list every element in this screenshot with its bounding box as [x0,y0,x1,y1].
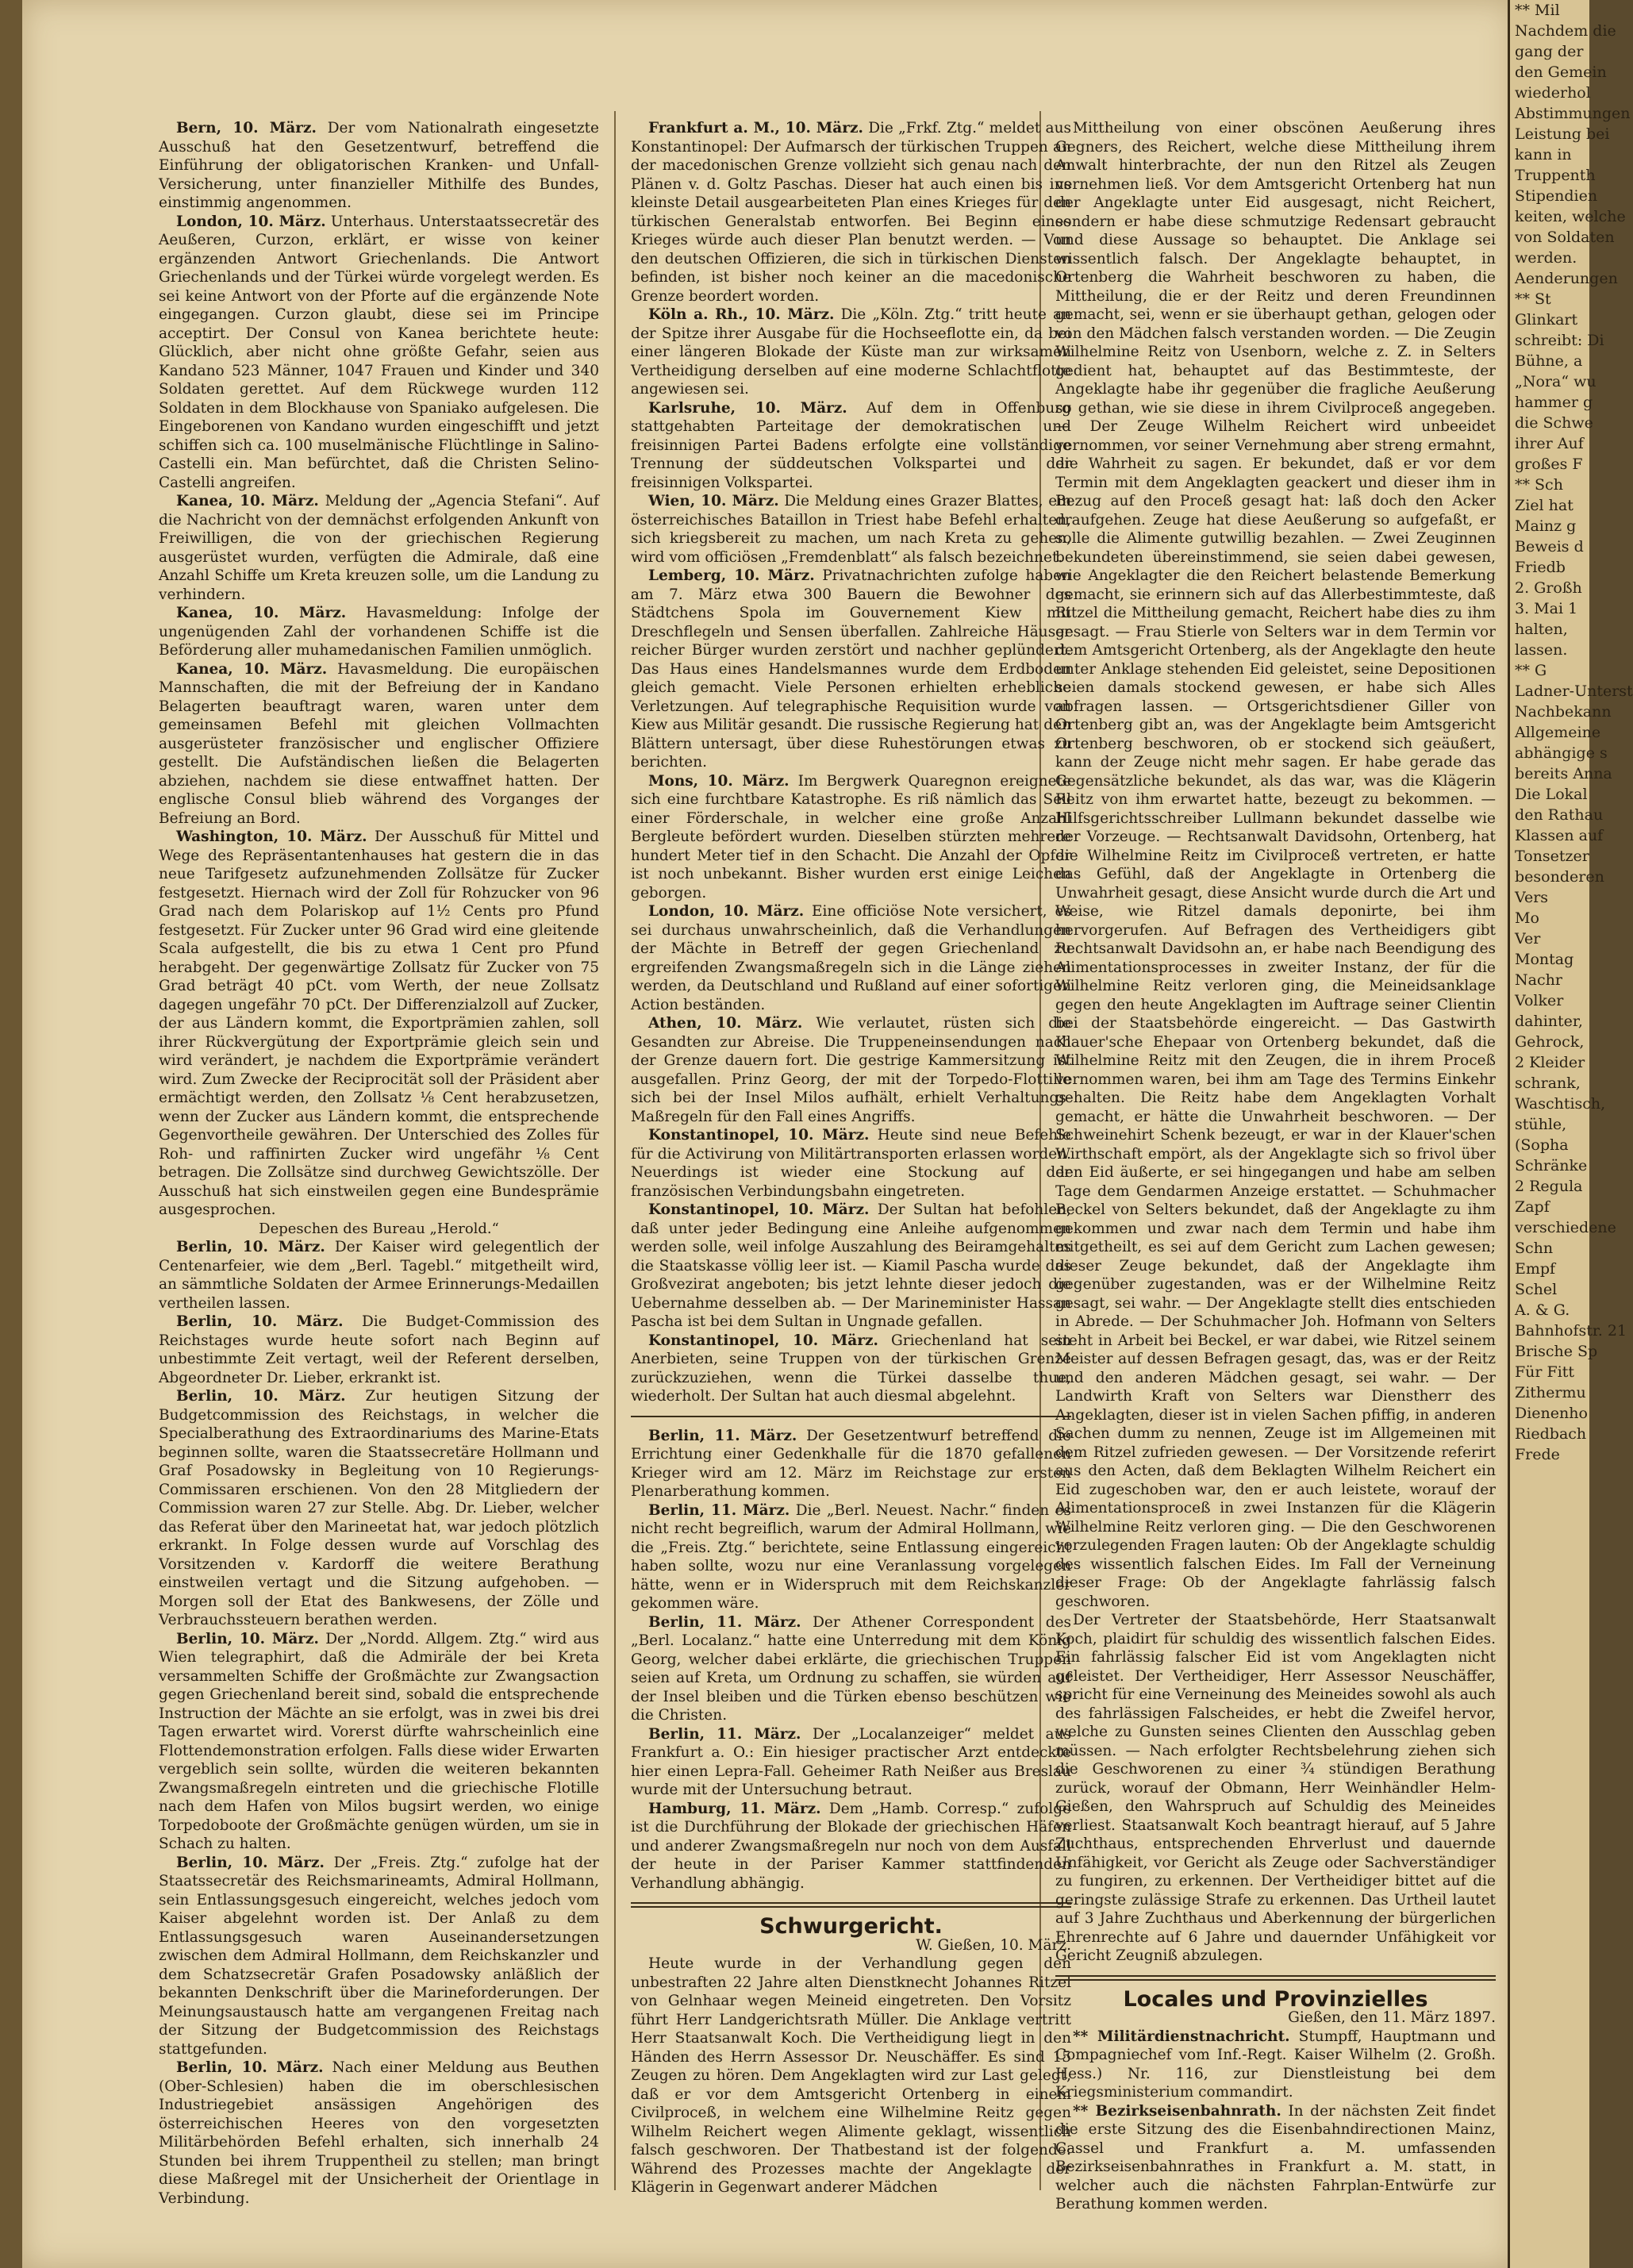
edge-fragment: Schränke [1515,1157,1588,1174]
article-text: Im Bergwerk Quaregnon ereignete sich eine furchtbare Katastrophe. Es riß nämlich das Seil einer Förderschale, in welcher eine große Anzahl Bergleute befördert wurden. Dieselben stürzten mehrere hundert Meter tief in den Schacht. Die Anzahl der Opfer ist noch unbekannt. Bisher wurden erst einige Leichen geborgen. [631,772,1071,901]
edge-fragment: Schn [1515,1240,1554,1257]
edge-fragment: Zithermu [1515,1384,1586,1401]
section-double-rule [631,1902,1071,1908]
dateline: Berlin, 10. März. [176,1239,325,1255]
dateline: Konstantinopel, 10. März. [648,1332,878,1349]
edge-fragment: Aenderungen [1515,270,1618,287]
edge-fragment: 3. Mai 1 [1515,600,1578,617]
article-text: Havasmeldung: Infolge der ungenügenden Zahl der vorhandenen Schiffe ist die Beförderung aller muhamedanischen Familien unmöglich. [159,605,599,659]
edge-fragment: Klassen auf [1515,827,1604,844]
column-1 [159,119,599,2246]
separator-rule [631,1416,1071,1417]
edge-fragment: abhängige s [1515,744,1608,762]
edge-fragment: bereits Anna [1515,765,1612,782]
edge-fragment: keiten, welche [1515,208,1626,225]
article-paragraph [1055,119,1496,1611]
edge-fragment: ** G [1515,662,1547,679]
edge-fragment: großes F [1515,456,1583,473]
edge-fragment: schrank, [1515,1074,1581,1092]
article-text: Havasmeldung. Die europäischen Mannschaften, die mit der Befreiung der in Kandano Belagerten beauftragt waren, waren unter dem gemeinsamen Befehl mit gleichen Vollmachten ausgerüsteter französischer und englischer Offiziere gestellt. Die Aufständischen ließen die Belagerten abziehen, nachdem sie diese entwaffnet hatten. Der englische Consul blieb während des Vorganges der Befreiung an Bord. [159,660,599,827]
article-text: Der Athener Correspondent des „Berl. Localanz.“ hatte eine Unterredung mit dem König Georg, welcher dabei erklärte, die griechischen Truppen seien auf Kreta, um Ordnung zu schaffen, sie würden auf der Insel bleiben und die Türken ebenso beschützen wie die Christen. [631,1613,1072,1724]
article-paragraph [631,1955,1071,2197]
edge-fragment: hammer g [1515,394,1593,411]
edge-fragment: Truppenth [1515,167,1596,184]
article-text: Auf dem in Offenburg stattgehabten Parteitage der demokratischen und freisinnigen Partei Badens erfolgte eine vollständige Trennung der süddeutschen Volkspartei und der freisinnigen Volkspartei. [631,399,1071,491]
dateline: Berlin, 10. März. [176,1854,325,1871]
edge-fragment: „Nora“ wu [1515,373,1596,390]
dateline: Berlin, 10. März. [176,2059,324,2076]
edge-fragment: 2 Regula [1515,1178,1583,1195]
article-text: Heute wurde in der Verhandlung gegen den unbestraften 22 Jahre alten Dienstknecht Johannes Ritzel von Gelnhaar wegen Meineid eingetreten. Den Vorsitz führt Herr Landgerichtsrath Müller. Die Anklage vertritt Herr Staatsanwalt Koch. Die Vertheidigung liegt in den Händen des Herrn Assessor Dr. Neuschäffer. Es sind 15 Zeugen zu hören. Dem Angeklagten wird zur Last gelegt, daß er vor dem Amtsgericht Ortenberg in einem Civilproceß, in welchem eine Wilhelmine Reitz gegen Wilhelm Reichert wegen Alimente geklagt, wissentlich falsch geschworen. Der Thatbestand ist der folgende: Während des Prozesses machte der Angeklagte der Klägerin in Gegenwart anderer Mädchen [631,1955,1071,2196]
edge-fragment: Zapf [1515,1198,1550,1216]
article-text: Die „Frkf. Ztg.“ meldet aus Konstantinopel: Der Aufmarsch der türkischen Truppen an der macedonischen Grenze vollzieht sich genau nach den Plänen v. d. Goltz Paschas. Dieser hat auch einen bis ins kleinste Detail ausgearbeiteten Plan eines Krieges für den türkischen Generalstab entworfen. Bei Beginn eines Krieges würde auch dieser Plan benutzt werden. — Von den deutschen Offizieren, die sich in türkischen Diensten befinden, ist bisher noch keiner an die macedonische Grenze beordert worden. [631,120,1071,305]
dateline: Köln a. Rh., 10. März. [648,306,835,323]
edge-fragment: Ver [1515,930,1541,948]
dateline: ** Bezirkseisenbahnrath. [1073,2102,1281,2120]
article-paragraph [159,119,599,213]
article-paragraph [159,1630,599,1854]
dateline: Berlin, 11. März. [648,1427,797,1444]
edge-fragment: Mainz g [1515,517,1577,535]
article-paragraph [631,1332,1071,1406]
edge-fragment: Gehrock, [1515,1033,1585,1051]
article-text: Eine officiöse Note versichert, es sei durchaus unwahrscheinlich, daß die Verhandlungen der Mächte in Betreff der gegen Griechenland zu ergreifenden Zwangsmaßregeln sich in die Länge ziehen werden, da Deutschland und Rußland auf einer sofortigen Action beständen. [631,903,1071,1013]
dateline: Berlin, 11. März. [648,1501,790,1519]
article-paragraph [1055,2028,1496,2102]
edge-fragment: Brische Sp [1515,1343,1598,1360]
edge-fragment: werden. [1515,249,1577,267]
edge-fragment: Mo [1515,909,1539,927]
dateline: Lemberg, 10. März. [648,567,815,584]
article-text: Der Vertreter der Staatsbehörde, Herr Staatsanwalt Koch, plaidirt für schuldig des wissentlich falschen Eides. Ein fahrlässig falscher Eid ist vom Angeklagten nicht geleistet. Der Vertheidiger, Herr Assessor Neuschäffer, spricht für eine Verneinung des Meineides sowohl als auch des fahrlässigen Falscheides, er hebt die Zweifel hervor, welche zu Gunsten seines Clienten den Ausschlag geben müssen. — Nach erfolgter Rechtsbelehrung ziehen sich die Geschworenen zu einer ¾ stündigen Berathung zurück, worauf der Obmann, Herr Weinhändler Helm-Gießen, den Wahrspruch auf Schuldig des Meineides verliest. Staatsanwalt Koch beantragt hierauf, auf 5 Jahre Zuchthaus, entsprechenden Ehrverlust und dauernde Unfähigkeit, vor Gericht als Zeuge oder Sachverständiger zu fungiren, zu erkennen. Der Vertheidiger bittet auf die geringste zulässige Strafe zu erkennen. Das Urtheil lautet auf 3 Jahre Zuchthaus und Aberkennung der bürgerlichen Ehrenrechte auf 6 Jahre und dauernder Unfähigkeit vor Gericht Zeugniß abzulegen. [1055,1612,1496,1964]
dateline: Konstantinopel, 10. März. [648,1127,870,1144]
edge-fragment: Friedb [1515,559,1566,576]
edge-fragment: Frede [1515,1446,1560,1463]
edge-fragment: von Soldaten [1515,229,1615,246]
edge-fragment: Stipendien [1515,187,1598,205]
dateline: Wien, 10. März. [648,493,779,509]
byline: W. Gießen, 10. März. [916,1936,1071,1954]
article-text: Der „Freis. Ztg.“ zufolge hat der Staatssecretär des Reichsmarineamts, Admiral Hollmann, sein Entlassungsgesuch eingereicht, welches jedoch vom Kaiser abgelehnt worden ist. Der Anlaß zu dem Entlassungsgesuch waren Auseinandersetzungen zwischen dem Admiral Hollmann, dem Reichskanzler und dem Schatzsecretär Grafen Posadowsky anläßlich der bekannten Denkschrift über die Marineforderungen. Der Meinungsaustausch hatte am vergangenen Freitag nach der Sitzung der Budgetcommission des Reichstags stattgefunden. [159,1854,599,2058]
edge-fragment: Volker [1515,992,1564,1009]
edge-fragment: gang der [1515,43,1584,60]
article-text: Der Sultan hat befohlen, daß unter jeder Bedingung eine Anleihe aufgenommen werden solle, weil infolge Auszahlung des Beiramgehaltes die Staatskasse völlig leer ist. — Kiamil Pascha wurde das Großvezirat angeboten; bis jetzt lehnte dieser jedoch die Uebernahme desselben ab. — Der Marineminister Hassan Pascha ist bei dem Sultan in Ungnade gefallen. [631,1201,1072,1330]
article-text: Die Meldung eines Grazer Blattes, ein österreichisches Bataillon in Triest habe Befehl erhalten, sich kriegsbereit zu machen, um nach Kreta zu gehen, wird vom officiösen „Fremdenblatt“ als falsch bezeichnet. [631,493,1071,566]
edge-fragment: schreibt: Di [1515,332,1604,349]
article-text: Mittheilung von einer obscönen Aeußerung ihres Gegners, des Reichert, welche diese Mittheilung ihrem Anwalt hinterbrachte, der nun den Ritzel als Zeugen vernehmen ließ. Vor dem Amtsgericht Ortenberg hat nun der Angeklagte unter Eid ausgesagt, nicht Reichert, sondern er habe diese schmutzige Redensart gebraucht und diese Aussage so behauptet. Die Anklage sei wissentlich falsch. Der Angeklagte behauptet, in Ortenberg die Wahrheit beschworen zu haben, die Mittheilung, die er der Reitz und deren Freundinnen gemacht, sei, wenn er sie überhaupt gethan, gelogen oder von den Mädchen falsch verstanden worden. — Die Zeugin Wilhelmine Reitz von Usenborn, welche z. Z. in Selters gedient hat, behauptet auf das Bestimmteste, der Angeklagte habe ihr gegenüber die fragliche Aeußerung so gethan, wie sie diese in ihrem Civilproceß angegeben. — Der Zeuge Wilhelm Reichert wird unbeeidet vernommen, vor seiner Vernehmung aber streng ermahnt, die Wahrheit zu sagen. Er bekundet, daß er vor dem Termin mit dem Angeklagten geackert und dieser ihm in Bezug auf den Proceß gesagt hat: laß doch den Acker draufgehen. Zeuge hat diese Aeußerung so aufgefaßt, er solle die Alimente gutwillig bezahlen. — Zwei Zeuginnen bekundeten übereinstimmend, sie seien dabei gewesen, wie Angeklagter die den Reichert belastende Bemerkung gemacht, sie erinnern sich auf das Allerbestimmteste, daß Ritzel die Mittheilung gemacht, Reichert habe dies zu ihm gesagt. — Frau Stierle von Selters war in dem Termin vor dem Amtsgericht Ortenberg, als der Angeklagte den heute unter Anklage stehenden Eid geleistet, seine Depositionen seien damals stockend gewesen, er habe sich Alles abfragen lassen. — Ortsgerichtsdiener Giller von Ortenberg gibt an, was der Angeklagte beim Amtsgericht Ortenberg beschworen, ob er stockend sich geäußert, kann der Zeuge nicht mehr sagen. Er habe gerade das Gegensätzliche bekundet, als das war, was die Klägerin Reitz von ihm erwartet hatte, bezeugt zu bekommen. — Hilfsgerichtsschreiber Lullmann bekundet dasselbe wie der Vorzeuge. — Rechtsanwalt Davidsohn, Ortenberg, hat die Wilhelmine Reitz im Civilproceß vertreten, er hatte das Gefühl, daß der Angeklagte in Ortenberg die Unwahrheit gesagt, diese Ansicht wurde durch die Art und Weise, wie Ritzel damals deponirte, bei ihm hervorgerufen. Auf Befragen des Vertheidigers gibt Rechtsanwalt Davidsohn an, er habe nach Beendigung des Alimentationsprocesses in zweiter Instanz, der für die Wilhelmine Reitz verloren ging, die Meineidsanklage gegen den heute Angeklagten im Auftrage seiner Clientin bei der Staatsbehörde eingereicht. — Das Gastwirth Klauer'sche Ehepaar von Ortenberg bekundet, daß die Wilhelmine Reitz mit den Zeugen, die in ihrem Proceß vernommen waren, bei ihm am Tage des Termins Einkehr gehalten. Die Reitz habe dem Angeklagten Vorhalt gemacht, er hätte die Unwahrheit beschworen. — Der Schweinehirt Schenk bezeugt, er war in der Klauer'schen Wirthschaft empört, als der Angeklagte sich so frivol über den Eid äußerte, er sei hingegangen und habe am selben Tage dem Gendarmen Anzeige erstattet. — Schuhmacher Beckel von Selters bekundet, daß der Angeklagte zu ihm gekommen und zwar nach dem Termin und habe ihm mitgetheilt, es sei auf dem Gericht zum Lachen gewesen; dieser Zeuge bekundet, daß der Angeklagte ihm gegenüber zugestanden, was er der Wilhelmine Reitz gesagt, sei wahr. — Der Angeklagte stellt dies entschieden in Abrede. — Der Schuhmacher Joh. Hofmann von Selters steht in Arbeit bei Beckel, er war dabei, wie Ritzel seinem Meister auf dessen Befragen gesagt, das, was er der Reitz und den anderen Mädchen gesagt, sei wahr. — Der Landwirth Kraft von Selters war Dienstherr des Angeklagten, dieser ist in vielen Sachen pfiffig, in anderen Sachen dumm zu nennen, Zeuge ist im Allgemeinen mit dem Ritzel zufrieden gewesen. — Der Vorsitzende referirt aus den Acten, daß dem Beklagten Wilhelm Reichert ein Eid zugeschoben war, den er auch leistete, worauf der Alimentationsproceß in zwei Instanzen für die Klägerin Wilhelmine Reitz verloren ging. — Die den Geschworenen vorzulegenden Fragen lauten: Ob der Angeklagte schuldig des wissentlich falschen Eides. Im Fall der Verneinung dieser Frage: Ob der Angeklagte fahrlässig falsch geschworen. [1055,120,1496,1610]
edge-fragment: (Sopha [1515,1136,1569,1154]
edge-fragment: wiederhol [1515,84,1591,102]
edge-fragment: besonderen [1515,868,1604,886]
article-paragraph [631,119,1071,306]
article-paragraph [1055,1611,1496,1966]
edge-fragment: die Schwe [1515,414,1593,432]
edge-fragment: Allgemeine [1515,724,1601,741]
article-paragraph [1055,2102,1496,2214]
edge-fragment: Nachr [1515,971,1562,989]
article-paragraph [159,1313,599,1387]
article-paragraph [631,1501,1071,1613]
edge-fragment: A. & G. [1515,1301,1570,1319]
article-text: Nach einer Meldung aus Beuthen (Ober-Schlesien) haben die im oberschlesischen Industriegebiet ansässigen Angehörigen des österreichischen Heeres von den vorgesetzten Militärbehörden Befehl erhalten, sich innerhalb 24 Stunden bei ihrem Truppentheil zu stellen; man bringt diese Maßregel mit der Unsicherheit der Orientlage in Verbindung. [159,2059,599,2207]
edge-fragment: verschiedene [1515,1219,1616,1236]
edge-fragment: Beweis d [1515,538,1584,555]
article-paragraph [631,772,1071,903]
edge-fragment: Die Lokal [1515,786,1588,803]
column-2 [631,119,1071,2246]
section-double-rule [1055,1975,1496,1981]
edge-fragment: 2. Großh [1515,579,1582,597]
article-text: Die „Berl. Neuest. Nachr.“ finden es nicht recht begreiflich, warum der Admiral Hollmann, wie die „Freis. Ztg.“ berichtete, seine Entlassung eingereicht haben sollte, wozu nur eine Veranlassung vorgelegen hätte, wenn er in Widerspruch mit dem Reichskanzler gekommen wäre. [631,1501,1071,1612]
edge-fragment: ** Sch [1515,476,1563,494]
edge-fragment: Abstimmungen [1515,105,1631,122]
article-paragraph [631,1800,1071,1893]
edge-fragment: ihrer Auf [1515,435,1584,452]
article-paragraph [159,213,599,493]
article-text: In der nächsten Zeit findet die erste Sitzung des die Eisenbahndirectionen Mainz, Cassel und Frankfurt a. M. umfassenden Bezirkseisenbahnrathes in Frankfurt a. M. statt, in welcher auch die nächsten Fahrplan-Entwürfe zur Berathung kommen werden. [1055,2102,1496,2212]
edge-fragment: kann in [1515,146,1572,163]
article-paragraph [159,1854,599,2059]
edge-fragment: Vers [1515,889,1549,906]
article-text: Unterhaus. Unterstaatssecretär des Aeußeren, Curzon, erklärt, er wisse von keiner ergänzenden Antwort Griechenlands. Die Antwort Griechenlands und der Türkei würde vorgelegt werden. Es sei keine Antwort von der Pforte auf die ergänzende Note eingegangen. Curzon glaubt, diese sei im Principe acceptirt. Der Consul von Kanea berichtete heute: Glücklich, aber nicht ohne größte Gefahr, seien aus Kandano 523 Männer, 1047 Frauen und Kinder und 340 Soldaten gerettet. Auf dem Rückwege wurden 112 Soldaten in dem Blockhause von Spaniako aufgelesen. Die Eingeborenen von Kandano wurden eingeschifft und jetzt schiffen sich ca. 100 muselmänische Flüchtlinge in Salino-Castelli ein. Man befürchtet, daß die Christen Selino-Castelli angreifen. [159,213,599,491]
article-text: Der Gesetzentwurf betreffend die Errichtung einer Gedenkhalle für die 1870 gefallenen Krieger wird am 12. März im Reichstage zur ersten Plenarberathung kommen. [631,1427,1071,1500]
article-paragraph [631,1725,1071,1800]
dateline: Hamburg, 11. März. [648,1800,821,1817]
dateline: London, 10. März. [648,903,805,920]
edge-fragment: stühle, [1515,1116,1567,1133]
dateline: Athen, 10. März. [648,1015,803,1032]
dateline: Frankfurt a. M., 10. März. [648,120,863,136]
article-paragraph [159,1387,599,1630]
edge-fragment: lassen. [1515,641,1568,659]
sub-heading: Depeschen des Bureau „Herold.“ [259,1220,499,1237]
dateline: Bern, 10. März. [176,120,317,136]
article-text: Dem „Hamb. Corresp.“ zufolge ist die Durchführung der Blokade der griechischen Häfen und anderer Zwangsmaßregeln nur noch von dem Ausfall der heute in der Pariser Kammer stattfindenden Verhandlung abhängig. [631,1800,1071,1892]
edge-fragment: Bahnhofstr. 21 [1515,1322,1627,1340]
article-paragraph [631,567,1071,772]
edge-fragment: halten, [1515,621,1568,638]
dateline: Berlin, 11. März. [648,1725,801,1743]
article-paragraph [631,399,1071,493]
edge-fragment: Leistung bei [1515,125,1610,143]
dateline: Kanea, 10. März. [176,605,347,621]
section-heading: Locales und Provinzielles [1123,1986,1428,2012]
edge-fragment: 2 Kleider [1515,1054,1585,1071]
article-text: Zur heutigen Sitzung der Budgetcommission des Reichstags, in welcher die Specialberathung des Extraordinariums des Marine-Etats beginnen sollte, waren die Staatssecretäre Hollmann und Graf Posadowsky in Begleitung von 10 Regierungs-Commissaren erschienen. Von den 28 Mitgliedern der Commission waren 27 zur Stelle. Abg. Dr. Lieber, welcher das Referat über den Marineetat hat, war jedoch plötzlich erkrankt. In Folge dessen wurde auf Vorschlag des Vorsitzenden v. Kardorff die weitere Berathung einstweilen vertagt und die Sitzung aufgehoben. — Morgen soll der Etat des Bankwesens, der Zölle und Verbrauchssteuern berathen werden. [159,1388,599,1628]
article-paragraph [631,902,1071,1014]
article-text: Griechenland hat sein Anerbieten, seine Truppen von der türkischen Grenze zurückzuziehen, wenn die Türkei dasselbe thue, wiederholt. Der Sultan hat auch diesmal abgelehnt. [631,1332,1071,1405]
edge-fragment: Tonsetzer [1515,848,1589,865]
edge-fragment: Ladner-Unterst [1515,682,1633,700]
article-text: Die „Köln. Ztg.“ tritt heute an der Spitze ihrer Ausgabe für die Hochseeflotte ein, da bei einer längeren Blokade der Küste man zur wirksamen Vertheidigung derselben auf eine moderne Schlachtflotte angewiesen sei. [631,306,1071,398]
article-paragraph [159,660,599,828]
edge-fragment: Riedbach [1515,1425,1587,1443]
edge-fragment: ** St [1515,290,1551,308]
edge-fragment: Nachbekann [1515,703,1612,721]
article-paragraph [159,828,599,1220]
dateline: Kanea, 10. März. [176,493,319,509]
article-text: Der vom Nationalrath eingesetzte Ausschuß hat den Gesetzentwurf, betreffend die Einführung der obligatorischen Kranken- und Unfall-Versicherung, unter finanzieller Mithilfe des Bundes, einstimmig angenommen. [159,120,599,211]
edge-fragment: Empf [1515,1260,1556,1278]
article-paragraph [631,1613,1071,1725]
article-text: Der Kaiser wird gelegentlich der Centenarfeier, wie dem „Berl. Tagebl.“ mitgetheilt wird, an sämmtliche Soldaten der Armee Erinnerungs-Medaillen vertheilen lassen. [159,1239,599,1312]
dateline: Berlin, 10. März. [176,1313,344,1330]
edge-fragment: Dienenho [1515,1405,1588,1422]
article-text: Der „Localanzeiger“ meldet aus Frankfurt a. O.: Ein hiesiger practischer Arzt entdeckte hier einen Lepra-Fall. Geheimer Rath Neißer aus Breslau wurde mit der Untersuchung betraut. [631,1725,1071,1798]
dateline: Karlsruhe, 10. März. [648,399,847,417]
section-heading: Schwurgericht. [759,1914,943,1939]
article-paragraph [631,492,1071,567]
column-3 [1055,119,1496,2246]
edge-fragment: ** Mil [1515,2,1560,19]
adjacent-page-edge [1508,0,1633,2268]
dateline: Mons, 10. März. [648,772,790,790]
dateline: Kanea, 10. März. [176,660,328,678]
article-text: Der „Nordd. Allgem. Ztg.“ wird aus Wien telegraphirt, daß die Admiräle der bei Kreta versammelten Schiffe der Großmächte zur Zwangsaction gegen Griechenland bereit sind, sobald die entsprechende Instruction der Mächte an sie erfolgt, was in zwei bis drei Tagen erwartet wird. Vorerst dürfte wahrscheinlich eine Flottendemonstration erfolgen. Falls diese wider Erwarten vergeblich sein sollte, würden die weiteren bekannten Zwangsmaßregeln eintreten und die griechische Flotille nach dem Hafen von Milos bugsirt werden, wo einige Torpedoboote der Großmächte genügen würden, um sie in Schach zu halten. [159,1630,599,1852]
edge-fragment: dahinter, [1515,1013,1583,1030]
edge-fragment: Waschtisch, [1515,1095,1606,1113]
article-paragraph [631,1427,1071,1501]
article-paragraph [159,1238,599,1313]
column-rule [614,111,616,2190]
article-paragraph [631,306,1071,399]
dateline: Washington, 10. März. [176,828,367,845]
edge-fragment: den Gemein [1515,63,1607,81]
edge-fragment: Glinkart [1515,311,1578,329]
dateline: Berlin, 10. März. [176,1388,346,1405]
article-text: Privatnachrichten zufolge haben am 7. März etwa 300 Bauern die Bewohner des Städtchens Spola im Gouvernement Kiew mit Dreschflegeln und Sensen überfallen. Zahlreiche Häuser reicher Bürger wurden zerstört und nachher geplündert. Das Haus eines Handelsmannes wurde dem Erdboden gleich gemacht. Viele Personen erhielten erhebliche Verletzungen. Auf telegraphische Requisition wurde von Kiew aus Militär gesandt. Die russische Regierung hat den Blättern untersagt, über diese Ruhestörungen etwas zu berichten. [631,567,1071,771]
edge-fragment: Bühne, a [1515,352,1583,370]
article-text: Heute sind neue Befehle für die Activirung von Militärtransporten erlassen worden. Neuerdings ist wieder eine Stockung auf der französischen Verbindungsbahn eingetreten. [631,1127,1071,1200]
article-text: Die Budget-Commission des Reichstages wurde heute sofort nach Beginn auf unbestimmte Zeit vertagt, weil der Referent derselben, Abgeordneter Dr. Lieber, erkrankt ist. [159,1313,600,1386]
edge-fragment: Montag [1515,951,1574,968]
dateline: Berlin, 11. März. [648,1613,801,1631]
dateline: London, 10. März. [176,213,326,230]
article-text: Stumpff, Hauptmann und Compagniechef vom Inf.-Regt. Kaiser Wilhelm (2. Großh. Hess.) Nr. 116, zur Dienstleistung bei dem Kriegsministerium commandirt. [1055,2028,1497,2101]
article-text: Der Ausschuß für Mittel und Wege des Repräsentantenhauses hat gestern die in das neue Tarifgesetz aufzunehmenden Zollsätze für Zucker festgesetzt. Hiernach wird der Zoll für Rohzucker von 96 Grad nach dem Polariskop auf 1½ Cents pro Pfund festgesetzt. Für Zucker unter 96 Grad wird eine gleitende Scala aufgestellt, die bis zu etwa 1 Cent pro Pfund herabgeht. Der gegenwärtige Zollsatz für Zucker von 75 Grad beträgt 40 pCt. vom Werth, der neue Zollsatz dagegen ungefähr 70 pCt. Der Differenzialzoll auf Zucker, der aus Ländern kommt, die Exportprämien zahlen, soll ihrer Rückvergütung der Exportprämie gleich sein und wird verändert, je nachdem die Exportprämie verändert wird. Zum Zwecke der Reciprocität soll der Präsident aber ermächtigt werden, den Zollsatz ⅛ Cent herabzusetzen, wenn der Zucker aus Ländern kommt, die entsprechende Gegenvortheile gewähren. Der Unterschied des Zolles für Roh- und raffinirten Zucker wird ungefähr ⅛ Cent betragen. Die Zollsätze sind durchweg Gewichtszölle. Der Ausschuß hat sich einstweilen gegen eine Bundesprämie ausgesprochen. [159,828,600,1218]
article-text: Wie verlautet, rüsten sich die Gesandten zur Abreise. Die Truppeneinsendungen nach der Grenze dauern fort. Die gestrige Kammersitzung ist ausgefallen. Prinz Georg, der mit der Torpedo-Flottille sich bei der Insel Milos aufhält, erhielt Verhaltungs-Maßregeln für den Fall eines Angriffs. [631,1015,1071,1125]
article-paragraph [631,1126,1071,1201]
article-paragraph [159,2058,599,2208]
dateline: Konstantinopel, 10. März. [648,1201,870,1218]
article-paragraph [159,492,599,604]
edge-fragment: Schel [1515,1281,1558,1298]
dateline: ** Militärdienstnachricht. [1073,2028,1290,2045]
article-paragraph [159,604,599,660]
article-paragraph [631,1201,1071,1332]
edge-fragment: Ziel hat [1515,497,1573,514]
edge-fragment: Für Fitt [1515,1363,1575,1381]
article-text: Meldung der „Agencia Stefani“. Auf die Nachricht von der demnächst erfolgenden Ankunft von Freiwilligen, die von der griechischen Regierung ausgerüstet wurden, verfügten die Admirale, daß eine Anzahl Schiffe um Kreta kreuzen solle, um die Landung zu verhindern. [159,493,599,603]
byline: Gießen, den 11. März 1897. [1288,2009,1496,2026]
edge-fragment: Nachdem die [1515,22,1616,40]
article-paragraph [631,1014,1071,1126]
edge-fragment: den Rathau [1515,806,1604,824]
dateline: Berlin, 10. März. [176,1630,319,1647]
